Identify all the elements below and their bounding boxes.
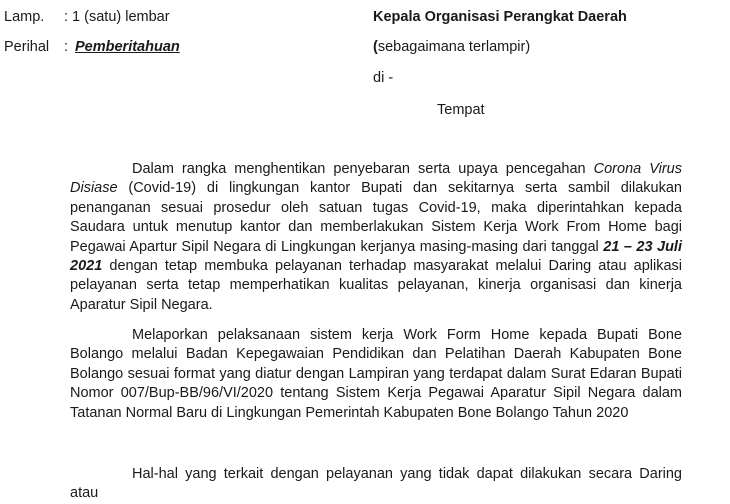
lamp-label: Lamp. (4, 9, 45, 25)
paragraph-2: Melaporkan pelaksanaan sistem kerja Work Form Home kepada Bupati Bone Bolango melalui Badan Kepegawaian Pendidikan dan Pelatihan Daerah Kabupaten Bone Bolango sesuai format yang diatur dengan Lampiran yang terdapat dalam Surat Edaran Bupati Nomor 007/Bup-BB/96/VI/2020 tentang Sistem Kerja Pegawai Aparatur Sipil Negara dalam Tatanan Normal Baru di Lingkungan Pemerintah Kabupaten Bone Bolango Tahun 2020 (70, 327, 682, 421)
lamp-value: : 1 (satu) lembar (64, 9, 170, 25)
perihal-label: Perihal (4, 39, 50, 55)
di-line: di - (373, 70, 394, 86)
paragraph-1 (70, 160, 682, 315)
recipient-note-text: sebagaimana terlampir) (377, 39, 531, 55)
p1-text-5: dengan tetap membuka pelayanan terhadap masyarakat melalui Daring atau aplikasi pelayanan serta tetap memperhatikan kualitas pelayanan, kinerja organisasi dan kinerja Aparatur Sipil Negara. (70, 258, 682, 313)
p1-text-italic: Corona Virus Disiase (70, 161, 682, 197)
tempat-line: Tempat (437, 102, 485, 118)
paragraph-3: Hal-hal yang terkait dengan pelayanan yang tidak dapat dilakukan secara Daring atau (70, 466, 682, 502)
recipient-paren-open: ( (373, 39, 378, 55)
perihal-colon: : (64, 39, 69, 55)
p1-text-3: (Covid-19) di lingkungan kantor Bupati dan sekitarnya serta sambil dilakukan penanganan sesuai prosedur oleh satuan tugas Covid-19, maka diperintahkan kepada Saudara untuk menutup kantor dan memberlakukan Sistem Kerja Work From Home bagi Pegawai Apartur Sipil Negara di Lingkungan kerjanya masing-masing dari tanggal (70, 180, 682, 255)
recipient-note (373, 38, 530, 56)
perihal-value: Pemberitahuan (75, 39, 180, 55)
p1-date-range: 21 – 23 Juli 2021 (70, 238, 682, 275)
p1-text-1: Dalam rangka menghentikan penyebaran serta upaya pencegahan (132, 161, 594, 177)
recipient-title: Kepala Organisasi Perangkat Daerah (373, 9, 627, 25)
